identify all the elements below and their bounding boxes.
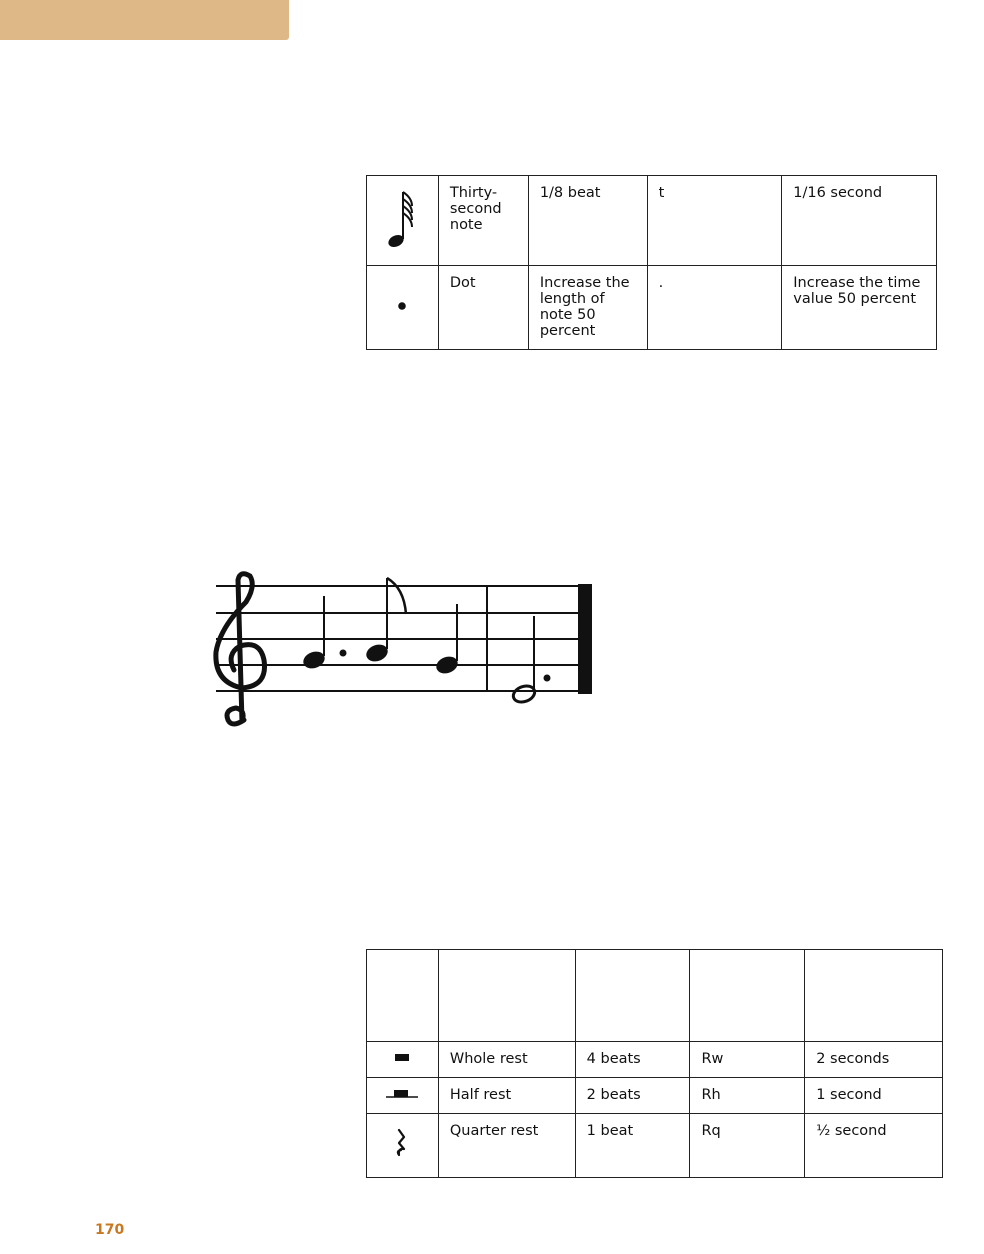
rest-code-cell: Rh bbox=[690, 1078, 805, 1114]
rest-name-cell: Quarter rest bbox=[438, 1114, 575, 1178]
note-length-cell: 1/8 beat bbox=[528, 176, 647, 266]
note-length-cell: Increase the length of note 50 percent bbox=[528, 266, 647, 350]
half-rest-icon bbox=[382, 1084, 422, 1104]
half-rest-cell bbox=[367, 1078, 439, 1114]
rest-time-cell: 2 seconds bbox=[805, 1042, 943, 1078]
dot-icon bbox=[395, 299, 409, 313]
note-code-cell: . bbox=[647, 266, 782, 350]
thirty-second-note-icon bbox=[382, 184, 422, 254]
table-row bbox=[367, 1114, 943, 1178]
rest-name-cell: Half rest bbox=[438, 1078, 575, 1114]
whole-rest-cell bbox=[367, 1042, 439, 1078]
thirty-second-note-cell bbox=[367, 176, 439, 266]
rest-length-cell: 2 beats bbox=[575, 1078, 690, 1114]
rest-time-cell: ½ second bbox=[805, 1114, 943, 1178]
table-row bbox=[367, 1042, 943, 1078]
rest-length-cell: 1 beat bbox=[575, 1114, 690, 1178]
table-header-row bbox=[367, 950, 943, 1042]
table-row bbox=[367, 1078, 943, 1114]
rest-code-cell: Rq bbox=[690, 1114, 805, 1178]
page-number: 170 bbox=[95, 1222, 125, 1238]
quarter-rest-icon bbox=[392, 1127, 412, 1161]
header-color-bar bbox=[0, 0, 289, 40]
whole-rest-icon bbox=[387, 1048, 417, 1068]
note-time-cell: 1/16 second bbox=[782, 176, 937, 266]
rest-name-cell: Whole rest bbox=[438, 1042, 575, 1078]
music-staff-example-icon bbox=[210, 570, 600, 735]
quarter-rest-cell bbox=[367, 1114, 439, 1178]
note-name-cell: Thirty- second note bbox=[438, 176, 528, 266]
table-row bbox=[367, 176, 937, 266]
note-code-cell: t bbox=[647, 176, 782, 266]
rest-time-cell: 1 second bbox=[805, 1078, 943, 1114]
rest-values-table bbox=[366, 949, 943, 1178]
rest-code-cell: Rw bbox=[690, 1042, 805, 1078]
table-row bbox=[367, 266, 937, 350]
rest-length-cell: 4 beats bbox=[575, 1042, 690, 1078]
note-values-table bbox=[366, 175, 937, 350]
dot-cell bbox=[367, 266, 439, 350]
note-name-cell: Dot bbox=[438, 266, 528, 350]
note-time-cell: Increase the time value 50 percent bbox=[782, 266, 937, 350]
